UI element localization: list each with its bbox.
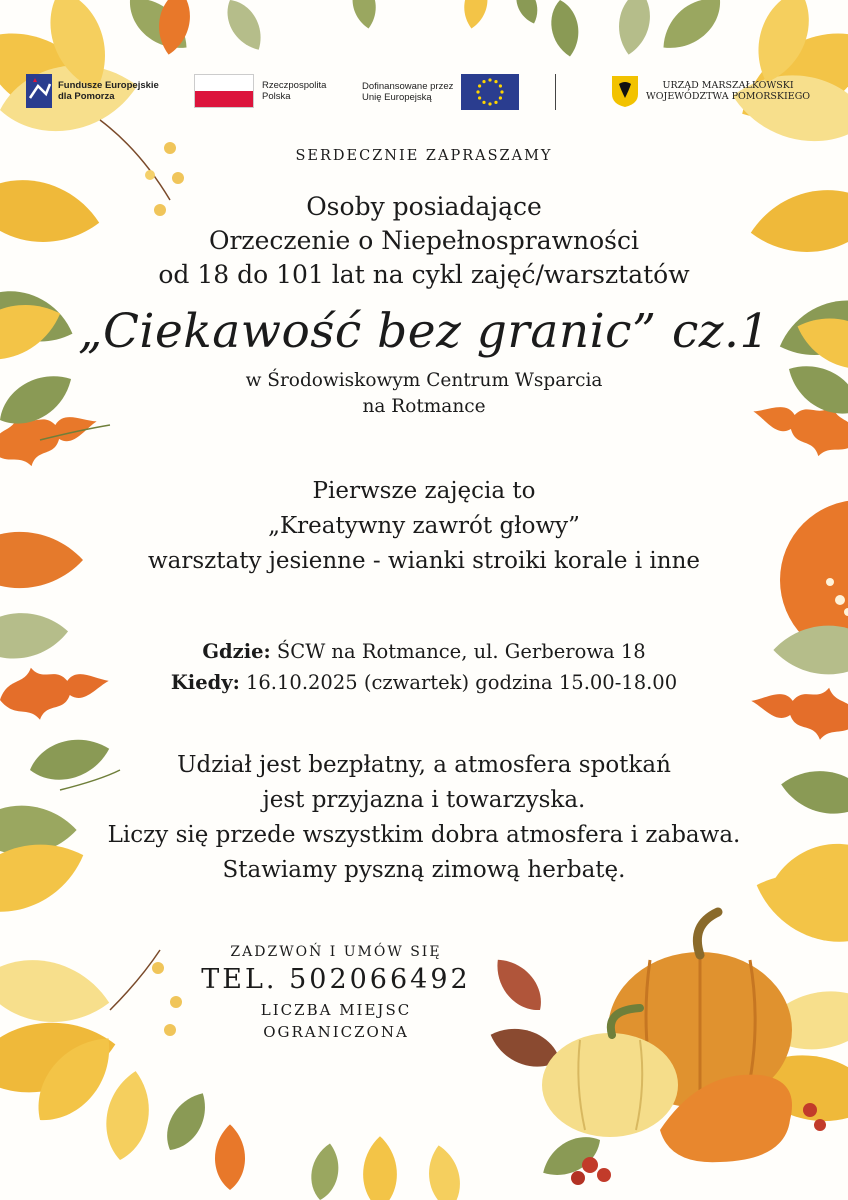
phone-number: TEL. 502066492 [201,964,471,995]
um-line2: WOJEWÓDZTWA POMORSKIEGO [646,91,811,102]
where-value: ŚCW na Rotmance, ul. Gerberowa 18 [270,640,646,663]
location-line: w Środowiskowym Centrum Wsparcia [245,370,603,391]
limit-line-2: OGRANICZONA [263,1023,409,1041]
eu-flag-icon [461,74,519,110]
fe-line1: Fundusze Europejskie [58,80,159,91]
where-line [0,636,848,667]
info-text [0,748,848,888]
fe-logo-icon [26,74,52,108]
logo-rzeczpospolita-polska [194,74,326,108]
location-text [0,368,848,420]
logo-urzad-marszalkowski [610,74,810,108]
event-title: „Ciekawość bez granic” cz.1 [78,304,770,359]
sponsor-logos [24,74,824,120]
call-text: ZADZWOŃ I UMÓW SIĘ [230,944,442,960]
logo-fundusze-europejskie [26,74,159,108]
logo-divider [555,74,556,110]
where-when [0,636,848,698]
info-line: jest przyjazna i towarzyska. [262,787,586,813]
where-label: Gdzie: [202,640,271,663]
when-line [0,667,848,698]
info-line: Udział jest bezpłatny, a atmosfera spotkań [177,752,671,778]
when-label: Kiedy: [170,671,240,694]
rp-line1: Rzeczpospolita [262,80,327,91]
first-class-desc: warsztaty jesienne - wianki stroiki korale i inne [147,548,700,574]
limit-line-1: LICZBA MIEJSC [260,1001,412,1019]
location-line: na Rotmance [362,396,486,417]
first-class-name: „Kreatywny zawrót głowy” [268,513,580,539]
fe-line2: dla Pomorza [58,91,115,102]
rp-line2: Polska [262,91,291,102]
logo-unia-europejska [362,74,556,110]
audience-text [0,190,848,292]
invite-heading: SERDECZNIE ZAPRASZAMY [295,148,553,164]
first-class-info [0,474,848,579]
contact-block [196,944,476,1041]
when-value: 16.10.2025 (czwartek) godzina 15.00-18.00 [239,671,678,694]
first-class-intro: Pierwsze zajęcia to [312,478,536,504]
info-line: Stawiamy pyszną zimową herbatę. [222,857,626,883]
info-line: Liczy się przede wszystkim dobra atmosfera i zabawa. [107,822,741,848]
audience-line: Orzeczenie o Niepełnosprawności [208,226,639,255]
audience-line: od 18 do 101 lat na cykl zajęć/warsztatów [158,260,690,289]
um-line1: URZĄD MARSZAŁKOWSKI [662,80,794,91]
ue-line1: Dofinansowane przez [362,81,454,92]
audience-line: Osoby posiadające [306,192,542,221]
pomorskie-coat-of-arms-icon [610,74,640,108]
polish-flag-icon [194,74,254,108]
ue-line2: Unię Europejską [362,92,432,103]
